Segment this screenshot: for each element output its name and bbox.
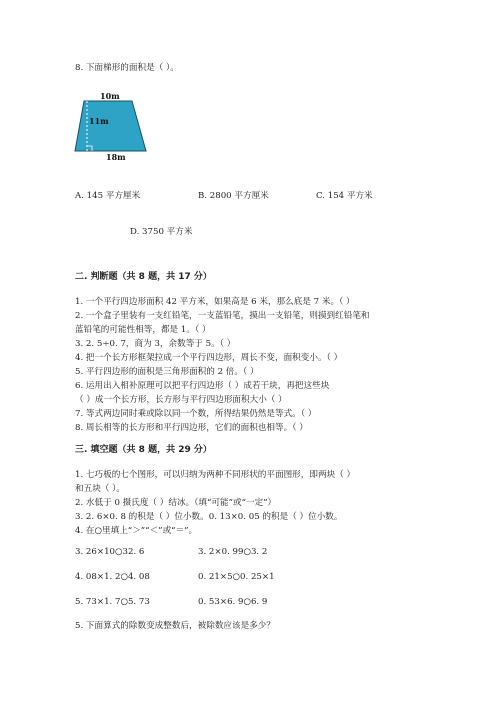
judge-item-8: 8. 周长相等的长方形和平行四边形，它们的面积也相等。（ ）: [75, 423, 308, 433]
judge-item-3: 3. 2. 5÷0. 7，商为 3，余数等于 5。（ ）: [75, 339, 236, 349]
judge-item-4: 4. 把一个长方形框架拉成一个平行四边形，周长不变，面积变小。（ ）: [75, 353, 343, 363]
fill-item-1: 1. 七巧板的七个图形，可以归纳为两种不同形状的平面图形，即两块（ ）: [75, 470, 356, 480]
judge-item-1: 1. 一个平行四边形面积 42 平方米，如果高是 6 米，那么底是 7 米。（ ）: [75, 297, 355, 307]
compare-row-3-right: 0. 53×6. 9○6. 9: [198, 597, 268, 607]
fill-item-2: 2. 水低于 0 摄氏度（ ）结冰。（填“可能”或“一定”）: [75, 498, 277, 508]
compare-row-3-left: 5. 73×1. 7○5. 73: [75, 597, 150, 607]
trapezoid-top-label: 10m: [100, 92, 120, 101]
section-3-title: 三. 填空题（共 8 题，共 29 分）: [75, 445, 212, 455]
trapezoid-height-label: 11m: [89, 116, 109, 126]
fill-item-3: 3. 2. 6×0. 8 的积是（ ）位小数。0. 13×0. 05 的积是（ ）位小数。: [75, 512, 343, 522]
question-8-stem: 8. 下面梯形的面积是（ ）。: [75, 63, 179, 73]
judge-item-6: 6. 运用出入相补原理可以把平行四边形（ ）成若干块，再把这些块: [75, 381, 330, 391]
trapezoid-shape: [75, 101, 146, 151]
option-a: A. 145 平方厘米: [75, 191, 141, 201]
trapezoid-figure: [70, 92, 160, 162]
option-b: B. 2800 平方厘米: [198, 191, 269, 201]
section-2-title: 二. 判断题（共 8 题，共 17 分）: [75, 272, 212, 282]
judge-item-5: 5. 平行四边形的面积是三角形面积的 2 倍。（ ）: [75, 367, 259, 377]
trapezoid-bottom-label: 18m: [106, 152, 126, 162]
compare-row-2-right: 0. 21×5○0. 25×1: [198, 572, 275, 582]
option-d: D. 3750 平方米: [130, 227, 193, 237]
compare-row-1-right: 3. 2×0. 99○3. 2: [198, 547, 268, 557]
fill-item-5: 5. 下面算式的除数变成整数后，被除数应该是多少？: [75, 621, 275, 631]
judge-item-6-cont: （ ）成一个长方形，长方形与平行四边形面积大小（ ）: [75, 395, 287, 405]
option-c: C. 154 平方米: [316, 191, 373, 201]
judge-item-7: 7. 等式两边同时乘或除以同一个数，所得结果仍然是等式。（ ）: [75, 409, 317, 419]
judge-item-2: 2. 一个盒子里装有一支红铅笔，一支蓝铅笔，摸出一支铅笔，则摸到红铅笔和: [75, 311, 370, 321]
compare-row-2-left: 4. 08×1. 2○4. 08: [75, 572, 150, 582]
judge-item-2-cont: 蓝铅笔的可能性相等，都是 1。（ ）: [75, 325, 211, 335]
fill-item-4: 4. 在○里填上“＞”“＜”或“＝”。: [75, 526, 198, 536]
fill-item-1-cont: 和五块（ ）。: [75, 484, 125, 494]
compare-row-1-left: 3. 26×10○32. 6: [75, 547, 145, 557]
